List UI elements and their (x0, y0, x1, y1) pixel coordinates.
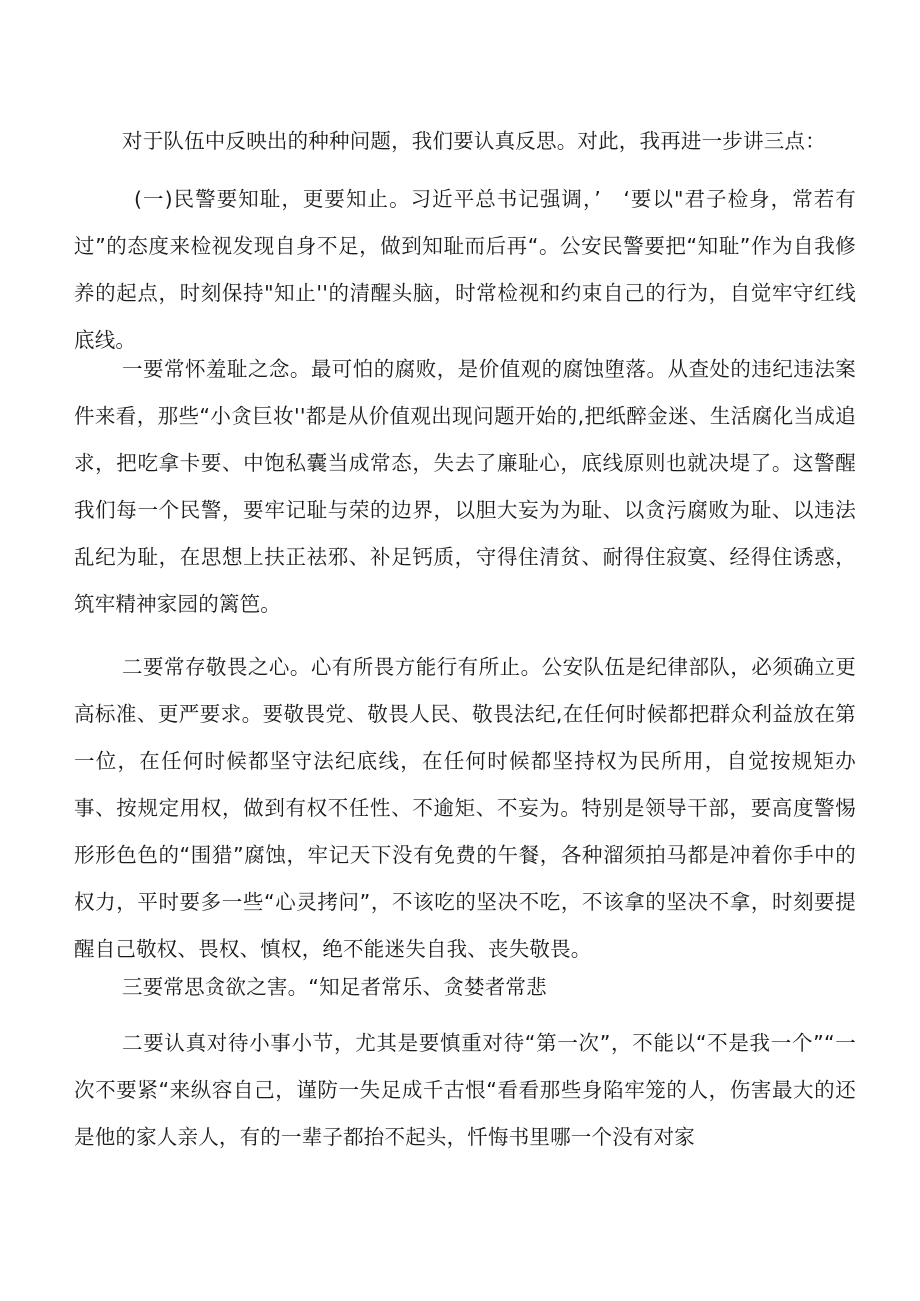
paragraph-point-shame: 一要常怀羞耻之念。最可怕的腐败，是价值观的腐蚀堕落。从查处的违纪违法案件来看，那些“小贪巨妆''都是从价值观出现问题开始的,把纸醉金迷、生活腐化当成追求，把吃拿卡要、中饱私囊当成常态，失去了廉耻心，底线原则也就决堤了。这警醒我们每一个民警，要牢记耻与荣的边界，以胆大妄为为耻、以贪污腐败为耻、以违法乱纪为耻，在思想上扶正祛邪、补足钙质，守得住清贫、耐得住寂寞、经得住诱惑，筑牢精神家园的篱笆。 (74, 357, 856, 616)
paragraph-small-matters: 二要认真对待小事小节，尤其是要慎重对待“第一次”，不能以“不是我一个”“一次不要紧“来纵容自己，谨防一失足成千古恨“看看那些身陷牢笼的人，伤害最大的还是他的家人亲人，有的一辈子都抬不起头，忏悔书里哪一个没有对家 (74, 1031, 856, 1149)
paragraph-intro: 对于队伍中反映出的种种问题，我们要认真反思。对此，我再进一步讲三点： (122, 129, 826, 153)
paragraph-point-awe: 二要常存敬畏之心。心有所畏方能行有所止。公安队伍是纪律部队，必须确立更高标准、更严要求。要敬畏党、敬畏人民、敬畏法纪,在任何时候都把群众利益放在第一位，在任何时候都坚守法纪底线，在任何时候都坚持权为民所用，自觉按规矩办事、按规定用权，做到有权不任性、不逾矩、不妄为。特别是领导干部，要高度警惕形形色色的“围猎”腐蚀，牢记天下没有免费的午餐，各种溜须拍马都是冲着你手中的权力，平时要多一些“心灵拷问”，不该吃的坚决不吃，不该拿的坚决不拿，时刻要提醒自己敬权、畏权、慎权，绝不能迷失自我、丧失敬畏。 (74, 655, 856, 961)
paragraph-section-one: (一)民警要知耻，更要知止。习近平总书记强调，’ ‘要以"君子检身，常若有过”的态度来检视发现自身不足，做到知耻而后再“。公安民警要把“知耻”作为自我修养的起点，时刻保持"知止''的清醒头脑，时常检视和约束自己的行为，自觉牢守红线底线。 (74, 187, 856, 352)
paragraph-point-greed: 三要常思贪欲之害。“知足者常乐、贪婪者常悲 (122, 975, 547, 999)
